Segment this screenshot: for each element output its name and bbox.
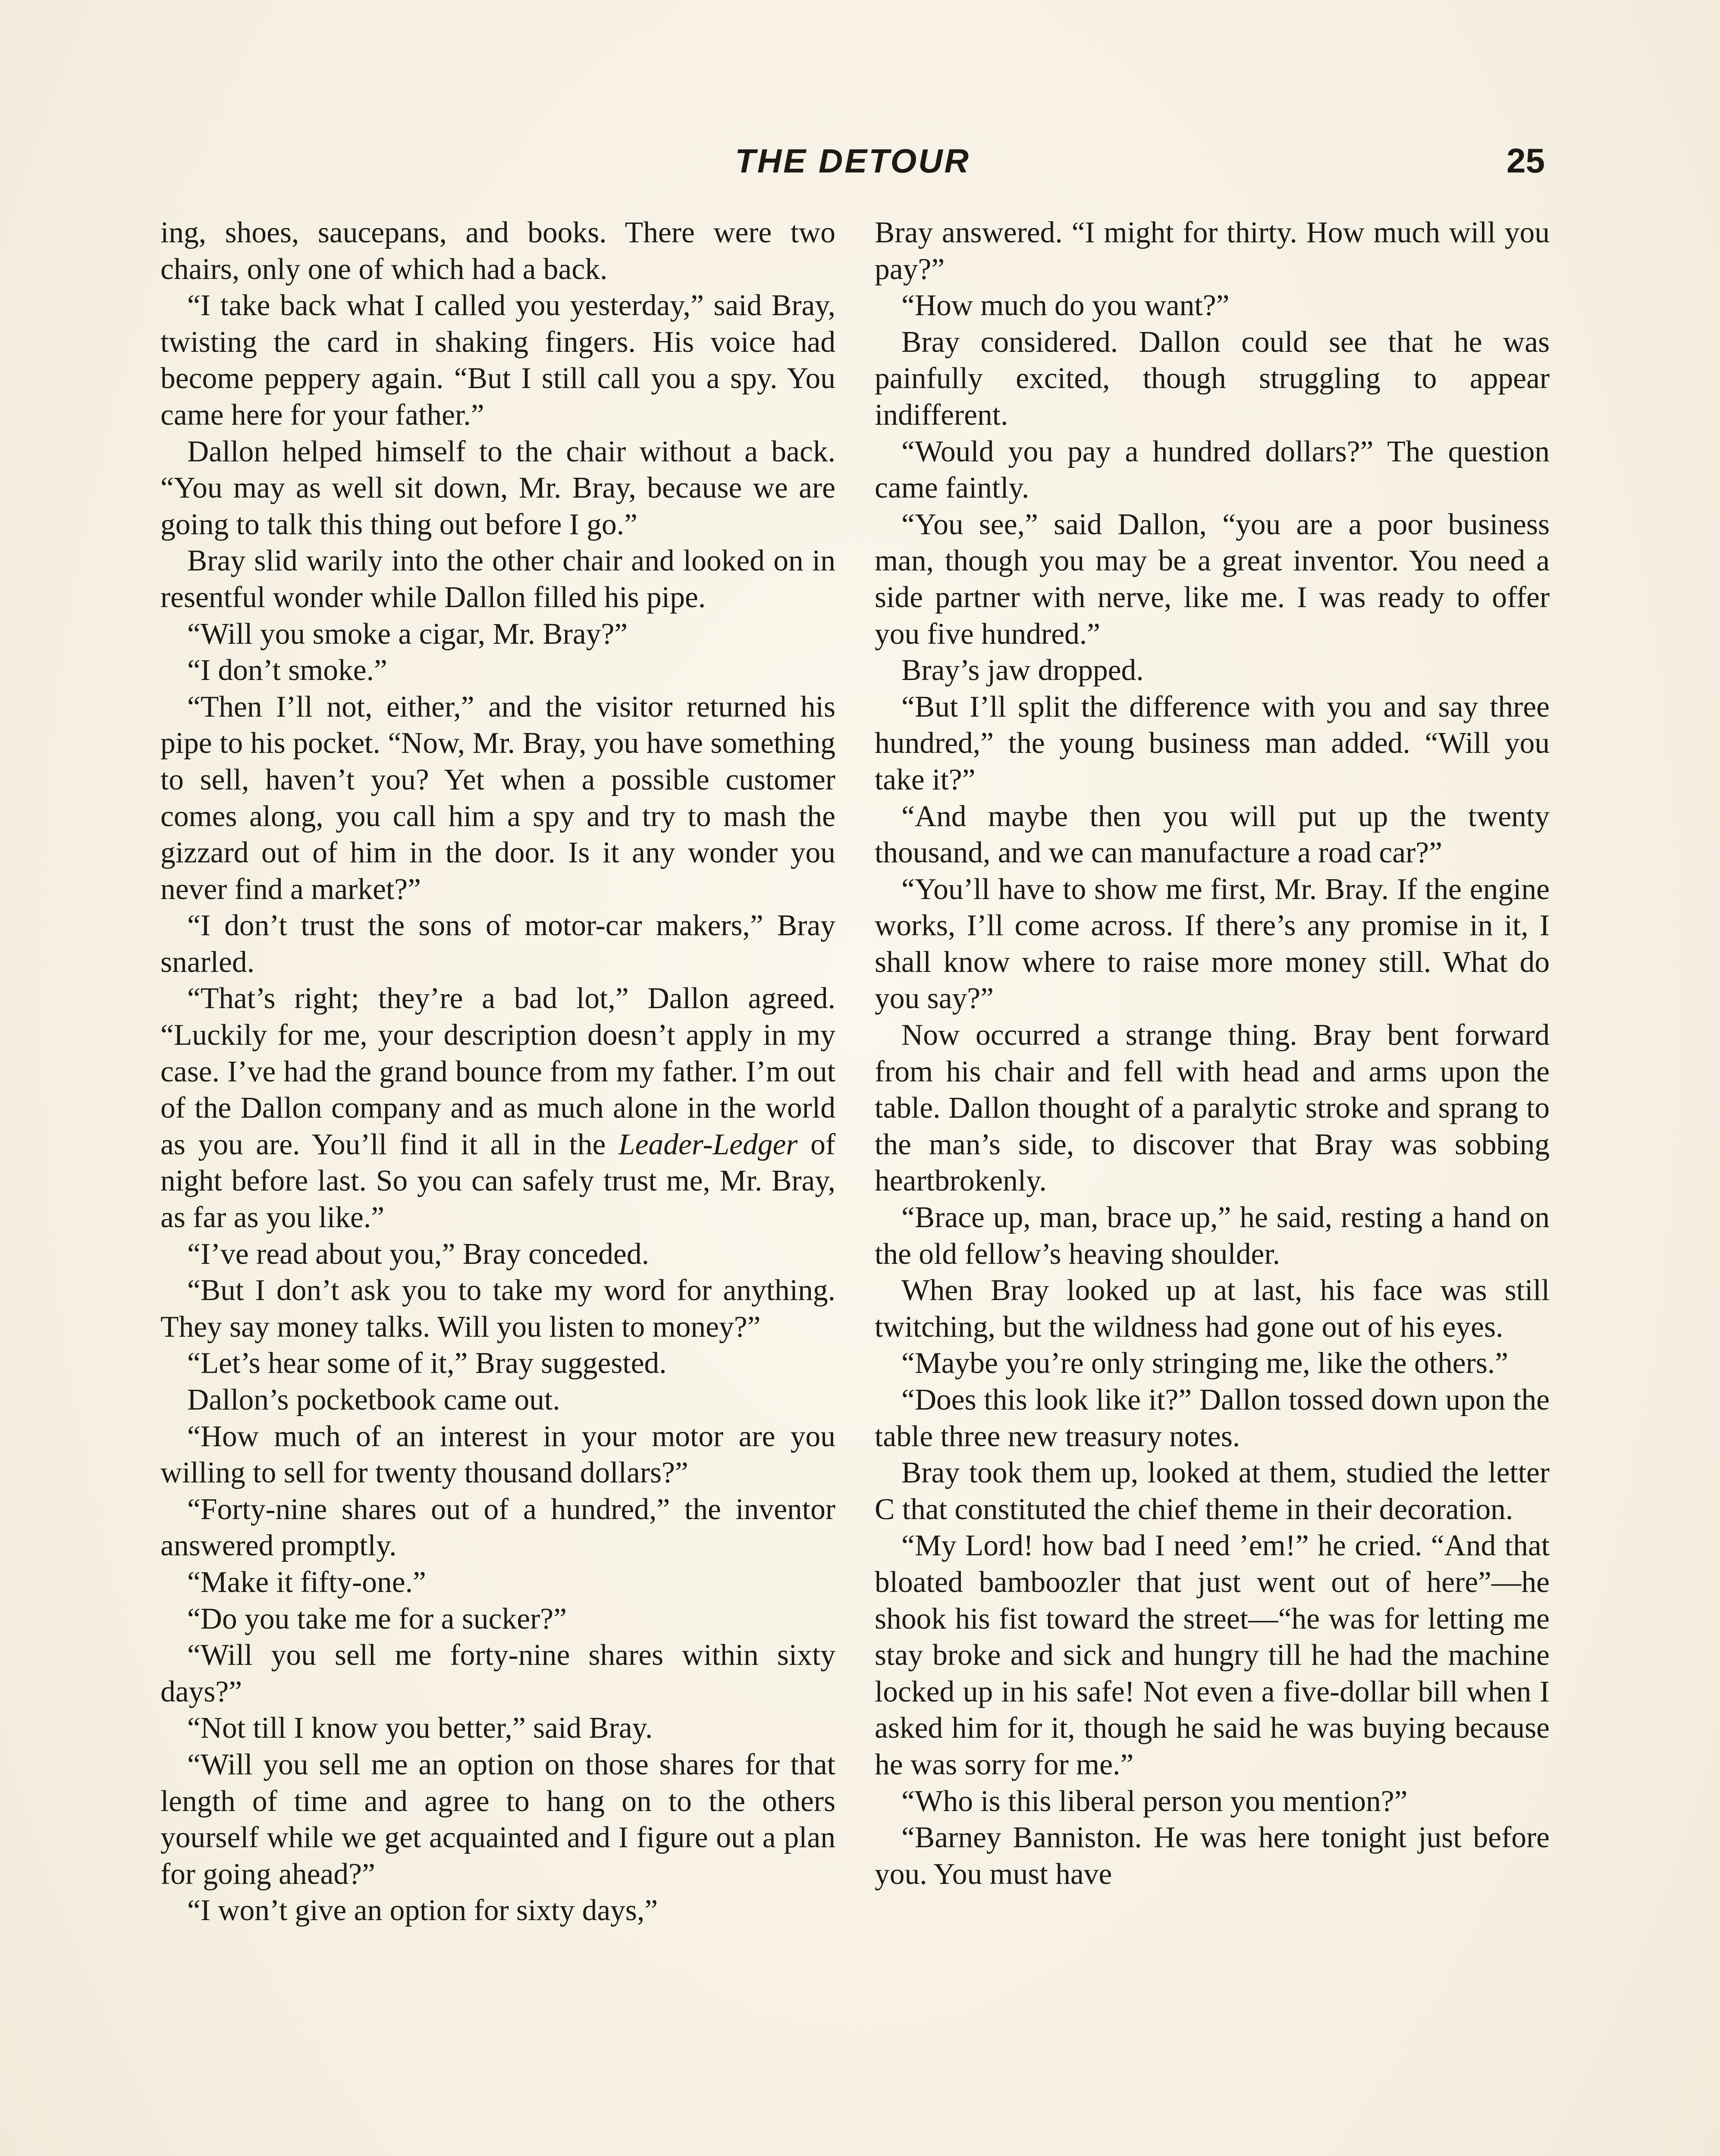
paragraph-text: “My Lord! how bad I need ’em!” he cried. “And that bloated bamboozler that just went out of here”—he shook his fist toward the street—“he was for letting me stay broke and sick and hungry till he had the machine locked up in his safe! Not even a five-dollar bill when I asked him for it, though he said he was buying because he was sorry for me.” xyxy=(875,1529,1550,1781)
paragraph-text: “Brace up, man, brace up,” he said, resting a hand on the old fellow’s heaving shoulder. xyxy=(875,1201,1550,1271)
paragraph xyxy=(160,1382,835,1419)
paragraph-text: “I take back what I called you yesterday,” said Bray, twisting the card in shaking fingers. His voice had become peppery again. “But I still call you a spy. You came here for your father.” xyxy=(160,289,835,432)
paragraph xyxy=(875,1382,1550,1455)
paragraph-text: “Barney Banniston. He was here tonight just before you. You must have xyxy=(875,1821,1550,1891)
paragraph xyxy=(160,1492,835,1564)
left-text-column xyxy=(160,215,835,1929)
paragraph-text: “Will you smoke a cigar, Mr. Bray?” xyxy=(187,617,628,651)
paragraph-text: “I’ve read about you,” Bray conceded. xyxy=(187,1237,649,1271)
paragraph xyxy=(875,1345,1550,1382)
paragraph xyxy=(875,1783,1550,1820)
paragraph xyxy=(160,1419,835,1492)
paragraph xyxy=(160,1272,835,1345)
paragraph xyxy=(160,1710,835,1747)
paragraph-text: “Will you sell me an option on those shares for that length of time and agree to hang on to the others yourself while we get acquainted and I figure out a plan for going ahead?” xyxy=(160,1748,835,1891)
paragraph-text: “I don’t trust the sons of motor-car makers,” Bray snarled. xyxy=(160,909,835,979)
paragraph xyxy=(160,1601,835,1638)
paragraph xyxy=(875,1528,1550,1783)
paragraph-text: “How much do you want?” xyxy=(901,289,1230,323)
paragraph-text: “How much of an interest in your motor are you willing to sell for twenty thousand dollars?” xyxy=(160,1420,835,1490)
paragraph xyxy=(160,1637,835,1710)
paragraph-text: “Forty-nine shares out of a hundred,” the inventor answered promptly. xyxy=(160,1492,835,1563)
paragraph-text: Dallon’s pocketbook came out. xyxy=(187,1383,560,1416)
paragraph xyxy=(160,1564,835,1601)
paragraph-text: Dallon helped himself to the chair without a back. “You may as well sit down, Mr. Bray, because we are going to talk this thing out before I go.” xyxy=(160,435,835,541)
paragraph-text: “I don’t smoke.” xyxy=(187,654,387,687)
page-number: 25 xyxy=(1507,141,1545,180)
paragraph xyxy=(160,1893,835,1929)
paragraph-text: “Will you sell me forty-nine shares within sixty days?” xyxy=(160,1639,835,1708)
paragraph-text: “That’s right; they’re a bad lot,” Dallon agreed. “Luckily for me, your description doesn’t apply in my case. I’ve had the grand bounce from my father. I’m out of the Dallon company and as much alone in the world as you are. You’ll find it all in the xyxy=(160,982,835,1161)
paragraph-text: “But I’ll split the difference with you and say three hundred,” the young business man added. “Will you take it?” xyxy=(875,690,1550,796)
paragraph xyxy=(875,871,1550,1017)
paragraph-text: “And maybe then you will put up the twenty thousand, and we can manufacture a road car?” xyxy=(875,799,1550,870)
paragraph-text: Bray answered. “I might for thirty. How much will you pay?” xyxy=(875,216,1550,286)
paragraph xyxy=(160,434,835,543)
paragraph xyxy=(875,215,1550,288)
paragraph-text: “Make it fifty-one.” xyxy=(187,1565,426,1599)
paragraph xyxy=(160,1236,835,1273)
paragraph-text: ing, shoes, saucepans, and books. There were two chairs, only one of which had a back. xyxy=(160,216,835,286)
paragraph xyxy=(160,981,835,1236)
paragraph xyxy=(160,616,835,653)
paragraph-text: Bray took them up, looked at them, studied the letter C that constituted the chief theme in their decoration. xyxy=(875,1456,1550,1526)
paragraph-text: “Do you take me for a sucker?” xyxy=(187,1602,567,1636)
paragraph xyxy=(875,1200,1550,1272)
paragraph xyxy=(875,288,1550,324)
paragraph-text: Bray considered. Dallon could see that he was painfully excited, though struggling to appear indifferent. xyxy=(875,325,1550,432)
paragraph xyxy=(160,689,835,908)
paragraph xyxy=(160,652,835,689)
paragraph xyxy=(875,507,1550,652)
paragraph xyxy=(875,1272,1550,1345)
paragraph xyxy=(875,652,1550,689)
running-head xyxy=(160,137,1545,185)
paragraph xyxy=(160,908,835,981)
paragraph-text: “But I don’t ask you to take my word for anything. They say money talks. Will you listen to money?” xyxy=(160,1274,835,1344)
paragraph-text: “Then I’ll not, either,” and the visitor returned his pipe to his pocket. “Now, Mr. Bray, you have something to sell, haven’t you? Yet when a possible customer comes along, you call him a spy and try to mash the gizzard out of him in the door. Is it any wonder you never find a market?” xyxy=(160,690,835,906)
paragraph xyxy=(160,1345,835,1382)
paragraph-text: Bray’s jaw dropped. xyxy=(901,654,1144,687)
paragraph-text: Now occurred a strange thing. Bray bent forward from his chair and fell with head and arms upon the table. Dallon thought of a paralytic stroke and sprang to the man’s side, to discover that Bray was sobbing heartbrokenly. xyxy=(875,1018,1550,1198)
paragraph xyxy=(875,1017,1550,1200)
running-title: THE DETOUR xyxy=(735,142,970,180)
paragraph xyxy=(160,288,835,433)
paragraph-text: “You see,” said Dallon, “you are a poor business man, though you may be a great inventor. You need a side partner with nerve, like me. I was ready to offer you five hundred.” xyxy=(875,508,1550,651)
newspaper-title: Leader-Ledger xyxy=(618,1128,798,1161)
paragraph-text: Bray slid warily into the other chair and looked on in resentful wonder while Dallon filled his pipe. xyxy=(160,544,835,614)
paragraph-text: “I won’t give an option for sixty days,” xyxy=(187,1894,658,1927)
paragraph-text: “Maybe you’re only stringing me, like the others.” xyxy=(901,1347,1509,1380)
paragraph-text: When Bray looked up at last, his face was still twitching, but the wildness had gone out of his eyes. xyxy=(875,1274,1550,1344)
paragraph-text-continued: of night before last. So you can safely trust me, Mr. Bray, as far as you like.” xyxy=(160,1128,836,1235)
paragraph-text: “Would you pay a hundred dollars?” The question came faintly. xyxy=(875,435,1550,505)
paragraph xyxy=(160,1747,835,1893)
paragraph-text: “You’ll have to show me first, Mr. Bray. If the engine works, I’ll come across. If there’s any promise in it, I shall know where to raise more money still. What do you say?” xyxy=(875,872,1550,1015)
paragraph xyxy=(875,434,1550,507)
paragraph xyxy=(875,324,1550,434)
paragraph-text: “Does this look like it?” Dallon tossed down upon the table three new treasury notes. xyxy=(875,1383,1550,1453)
paragraph-text: “Let’s hear some of it,” Bray suggested. xyxy=(187,1347,667,1380)
paragraph-text: “Not till I know you better,” said Bray. xyxy=(187,1711,653,1745)
paragraph xyxy=(875,689,1550,799)
paragraph xyxy=(160,543,835,616)
paragraph xyxy=(875,799,1550,871)
paragraph-text: “Who is this liberal person you mention?” xyxy=(901,1784,1408,1818)
paragraph xyxy=(875,1820,1550,1893)
right-text-column xyxy=(875,215,1550,1893)
paragraph xyxy=(160,215,835,288)
paragraph xyxy=(875,1455,1550,1528)
